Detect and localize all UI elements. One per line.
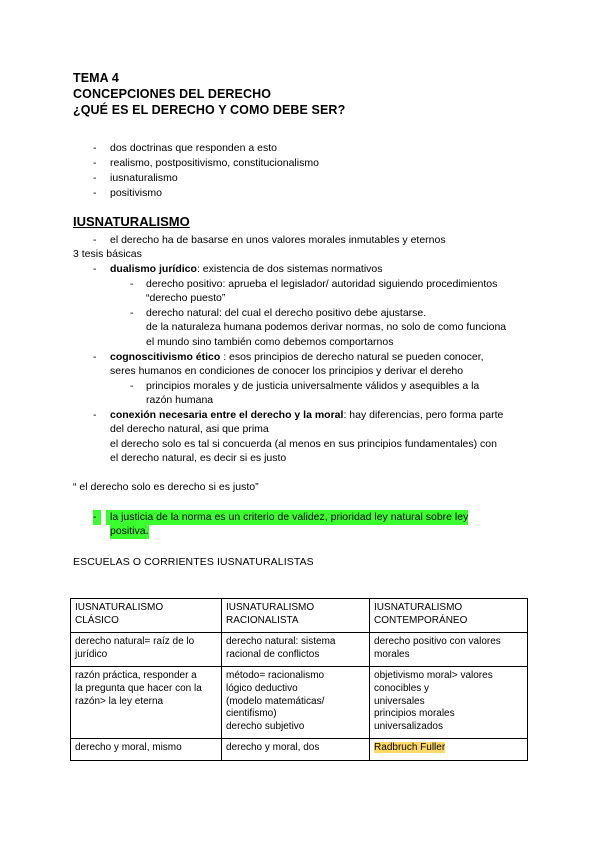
cell-line: IUSNATURALISMO <box>374 602 463 613</box>
cell-line: objetivismo moral> valores <box>374 670 493 682</box>
bullet-dash: - <box>93 409 97 421</box>
cell-line: conocibles y <box>374 682 430 694</box>
cell-line: razón> la ley eterna <box>75 695 164 707</box>
bullet-dash: - <box>130 380 134 392</box>
table-row <box>71 667 528 739</box>
cell-line: método= racionalismo <box>225 670 325 682</box>
tesis-item-1 <box>110 262 383 277</box>
cell-line: derecho y moral, dos <box>225 742 320 754</box>
tesis-item-2 <box>110 350 484 365</box>
title-line-1: TEMA 4 <box>73 71 119 85</box>
table-header-cell <box>370 599 528 633</box>
tesis-term: conexión necesaria entre el derecho y la moral <box>110 409 344 421</box>
tesis-desc: : esos principios de derecho natural se pueden conocer, <box>220 351 484 363</box>
list-item: positivismo <box>110 187 162 199</box>
table-cell <box>71 667 222 739</box>
table-cell <box>370 739 528 761</box>
bullet-dash: - <box>93 351 97 363</box>
cell-line: morales <box>374 648 410 660</box>
tesis-item-3 <box>110 408 503 423</box>
cell-line: derecho positivo con valores <box>374 636 501 648</box>
tesis-label: 3 tesis básicas <box>73 248 142 260</box>
table-cell <box>221 739 369 761</box>
table-cell <box>370 667 528 739</box>
table-header-cell <box>221 599 369 633</box>
cell-line: (modelo matemáticas/ <box>225 695 325 707</box>
cell-line: CLÁSICO <box>75 614 119 626</box>
sub-item-text: de la naturaleza humana podemos derivar normas, no solo de como funciona <box>146 321 507 333</box>
highlighted-text: positiva. <box>110 525 149 537</box>
cell-line: CONTEMPORÁNEO <box>374 614 468 626</box>
iusnaturalismo-intro: el derecho ha de basarse en unos valores morales inmutables y eternos <box>110 234 446 246</box>
cell-line: principios morales <box>374 708 455 720</box>
table-header-cell <box>71 599 222 633</box>
list-item: iusnaturalismo <box>110 172 178 184</box>
bullet-dash: - <box>130 307 134 319</box>
table-row <box>71 633 528 667</box>
sub-item-text: derecho positivo: aprueba el legislador/ autoridad siguiendo procedimientos <box>146 278 498 290</box>
section-heading-iusnaturalismo: IUSNATURALISMO <box>73 214 190 229</box>
sub-item-text: “derecho puesto” <box>146 292 226 304</box>
table-cell <box>221 633 369 667</box>
cell-line: derecho natural= raíz de lo <box>75 636 195 648</box>
bullet-dash: - <box>93 172 97 184</box>
bullet-dash: - <box>93 157 97 169</box>
cell-line: universales <box>374 695 425 707</box>
schools-heading: ESCUELAS O CORRIENTES IUSNATURALISTAS <box>73 556 314 568</box>
quote-text: “ el derecho solo es derecho si es justo” <box>73 481 259 493</box>
bullet-dash: - <box>130 278 134 290</box>
cell-line: derecho subjetivo <box>225 720 305 732</box>
sub-item-text: razón humana <box>146 394 214 406</box>
cell-line: jurídico <box>75 648 108 660</box>
highlighted-text: la justicia de la norma es un criterio de validez, prioridad ley natural sobre ley <box>106 510 468 525</box>
schools-table <box>70 598 528 761</box>
cell-line: razón práctica, responder a <box>75 670 197 682</box>
tesis-text: el derecho natural, es decir si es justo <box>110 452 287 464</box>
sub-item-text: el mundo sino también como debemos comportarnos <box>146 336 394 348</box>
cell-line: IUSNATURALISMO <box>75 602 164 613</box>
bullet-dash: - <box>93 142 97 154</box>
sub-item-text: derecho natural: del cual el derecho positivo debe ajustarse. <box>146 307 427 319</box>
tesis-text: seres humanos en condiciones de conocer los principios y derivar el dereho <box>110 365 464 377</box>
table-cell <box>71 633 222 667</box>
cell-line: derecho y moral, mismo <box>75 742 182 754</box>
cell-line: lógico deductivo <box>225 682 298 694</box>
bullet-dash: - <box>93 187 97 199</box>
tesis-text: el derecho solo es tal si concuerda (al menos en sus principios fundamentales) con <box>110 438 497 450</box>
tesis-desc: : hay diferencias, pero forma parte <box>343 409 504 421</box>
document-title <box>73 70 345 118</box>
cell-line: racional de conflictos <box>225 648 320 660</box>
cell-line: RACIONALISTA <box>225 614 299 626</box>
table-cell <box>370 633 528 667</box>
cell-line: universalizados <box>374 720 443 732</box>
cell-line: derecho natural: sistema <box>225 636 336 648</box>
bullet-dash: - <box>93 234 97 246</box>
list-item: dos doctrinas que responden a esto <box>110 142 277 154</box>
tesis-term: dualismo jurídico <box>110 263 197 275</box>
bullet-dash: - <box>93 263 97 275</box>
cell-line: cientifismo) <box>225 708 277 720</box>
sub-item-text: principios morales y de justicia universalmente válidos y asequibles a la <box>146 380 480 392</box>
table-cell <box>71 739 222 761</box>
table-header-row <box>71 599 528 633</box>
cell-line: la pregunta que hacer con la <box>75 682 202 694</box>
title-line-2: CONCEPCIONES DEL DERECHO <box>73 87 272 101</box>
highlighted-names: Radbruch Fuller <box>374 742 446 754</box>
cell-line: IUSNATURALISMO <box>225 602 315 613</box>
title-line-3: ¿QUÉ ES EL DERECHO Y COMO DEBE SER? <box>73 103 346 117</box>
tesis-text: del derecho natural, asi que prima <box>110 423 269 435</box>
bullet-dash: - <box>93 510 101 525</box>
table-row <box>71 739 528 761</box>
list-item: realismo, postpositivismo, constitucionalismo <box>110 157 319 169</box>
table-cell <box>221 667 369 739</box>
tesis-desc: : existencia de dos sistemas normativos <box>196 263 383 275</box>
tesis-term: cognoscitivismo ético <box>110 351 221 363</box>
